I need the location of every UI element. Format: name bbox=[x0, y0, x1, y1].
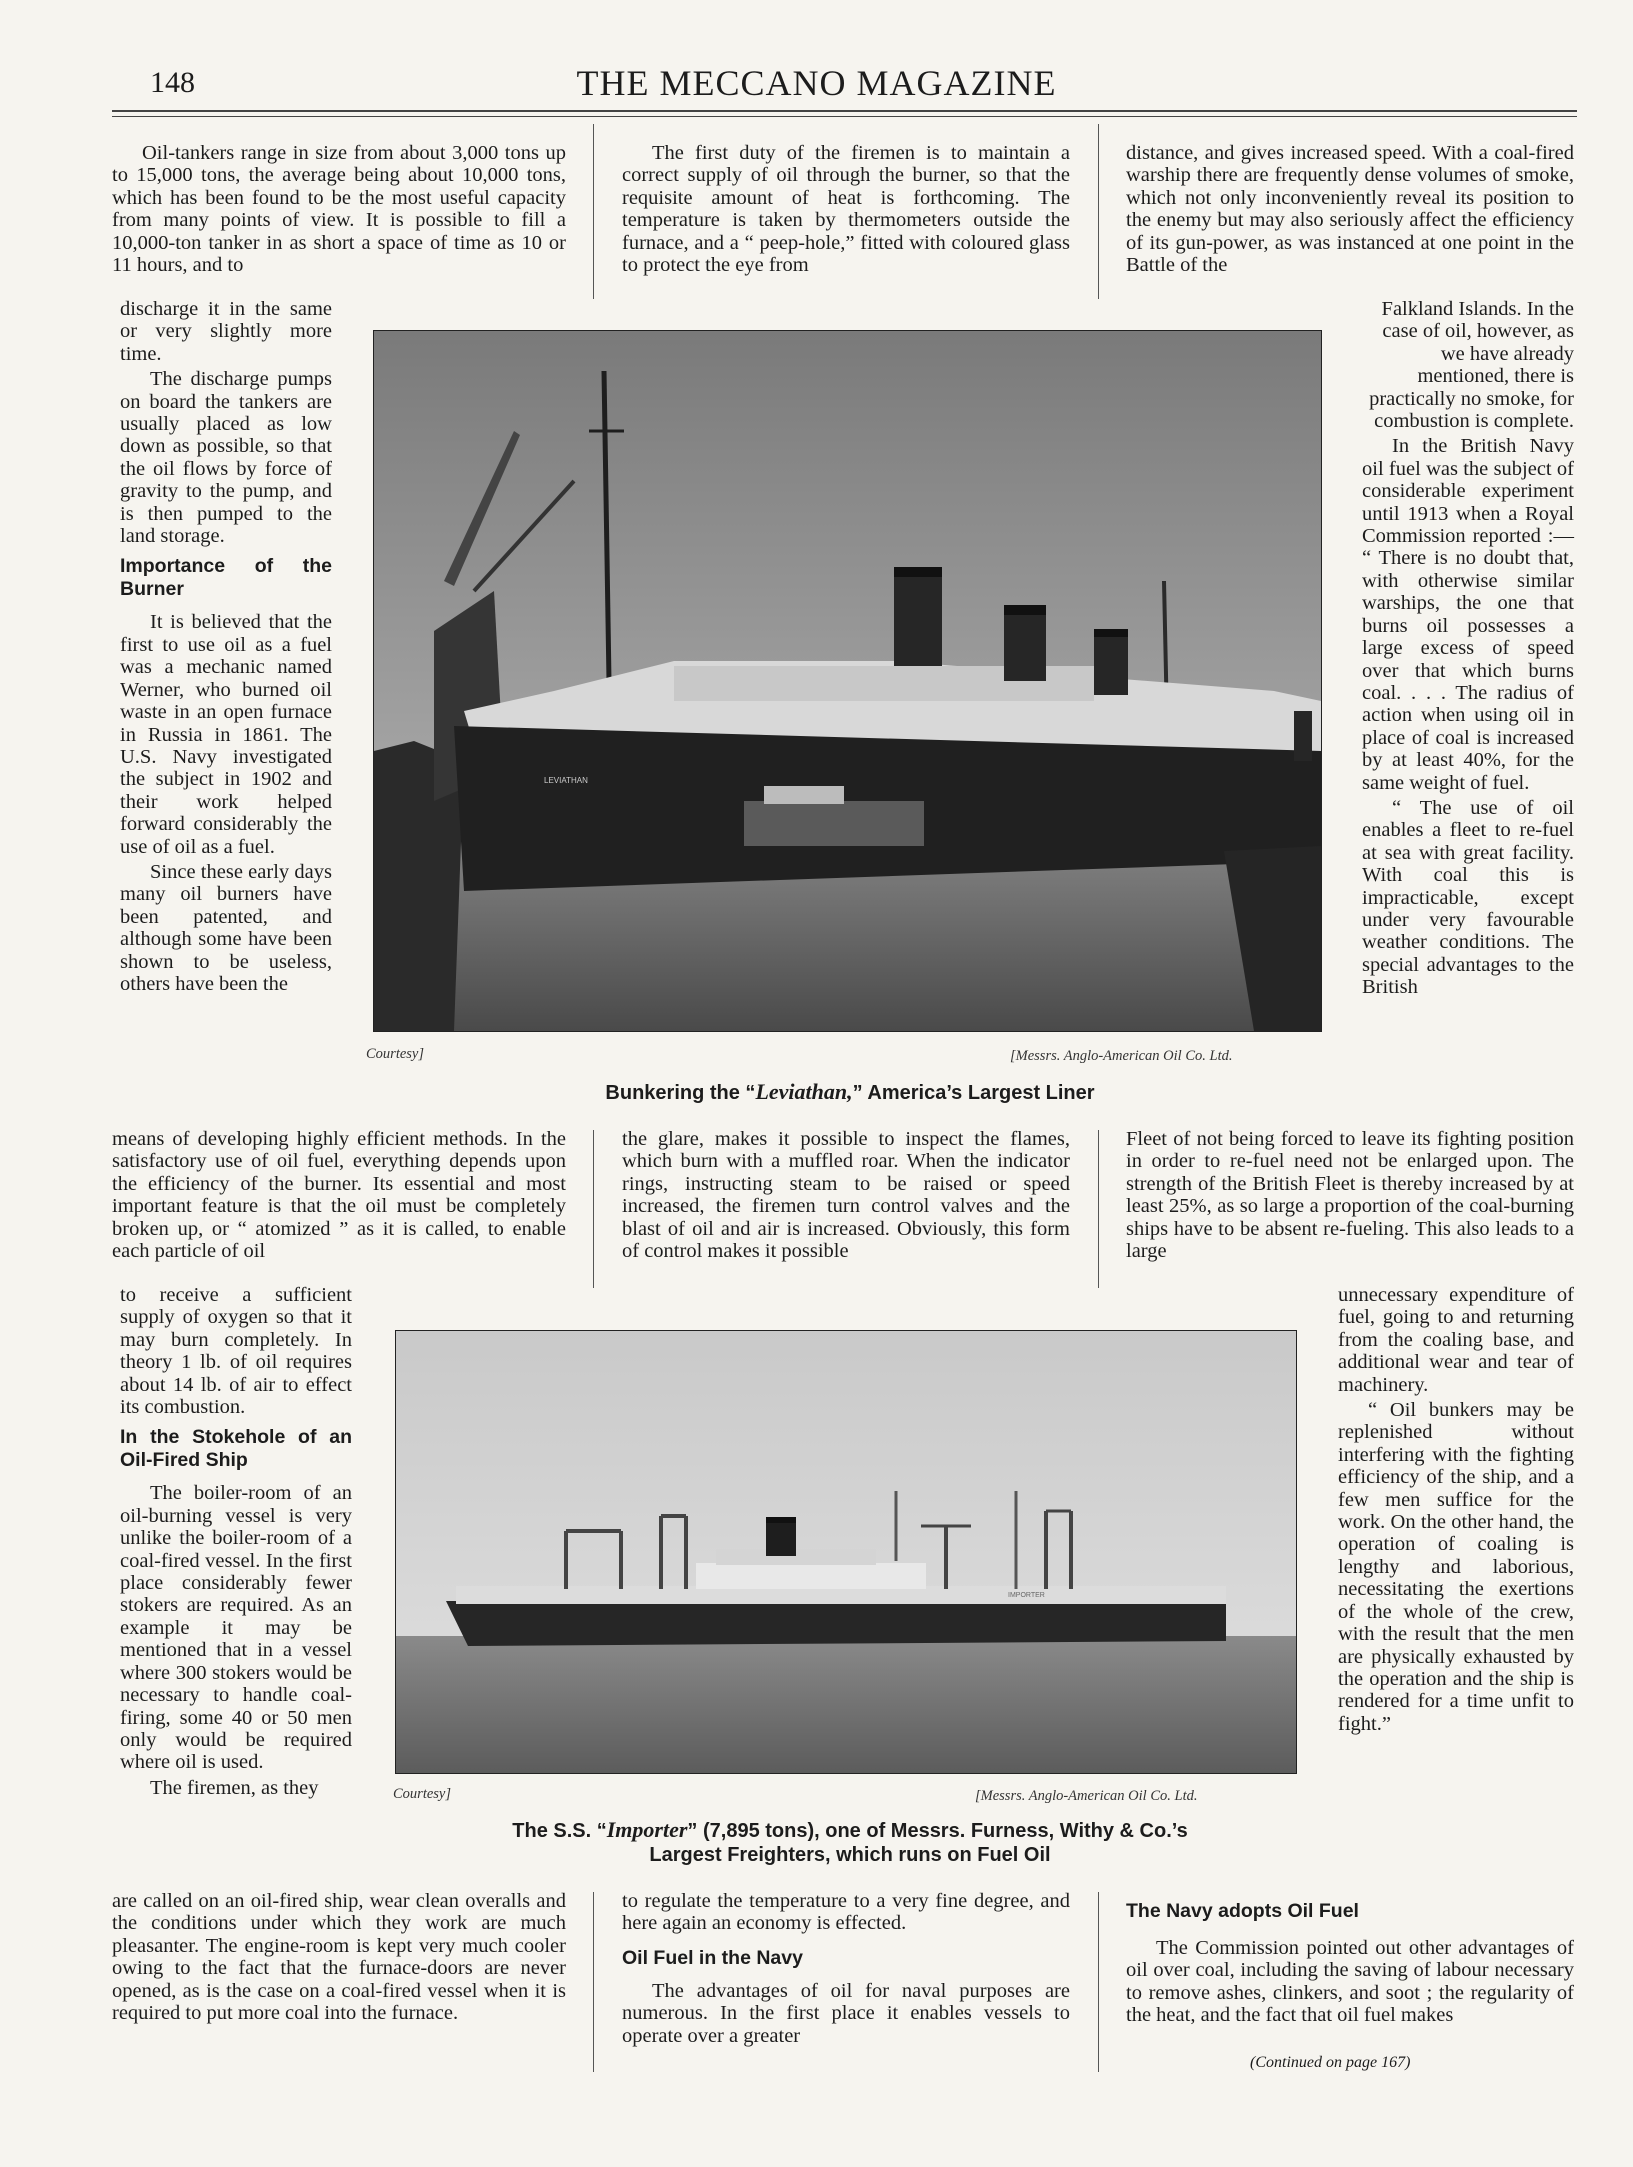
caption-text: ” America’s Largest Liner bbox=[852, 1082, 1095, 1104]
section-heading-oil-fuel-navy: Oil Fuel in the Navy bbox=[622, 1946, 803, 1969]
column-divider bbox=[1098, 124, 1099, 299]
caption-text: ” (7,895 tons), one of Messrs. Furness, Withy & Co.’s bbox=[687, 1820, 1188, 1842]
mid-column-left bbox=[112, 1128, 566, 1265]
paragraph: unnecessary expenditure of fuel, going to and returning from the coaling base, and additional wear and tear of machinery. bbox=[1338, 1284, 1574, 1396]
photo-leviathan bbox=[373, 330, 1322, 1032]
paragraph: to receive a sufficient supply of oxygen so that it may burn completely. In theory 1 lb. of oil requires about 14 lb. of air to effect its combustion. bbox=[120, 1284, 352, 1419]
column-divider bbox=[593, 1130, 594, 1288]
leviathan-ship-illustration bbox=[374, 331, 1321, 1031]
paragraph: “ Oil bunkers may be replenished without interfering with the fighting efficiency of the ship, and a few men suffice for the work. On the other hand, the operation of coaling is lengthy and laborious, necessitating the exertions of the whole of the crew, with the result that the men are physically exhausted by the operation and the ship is rendered for a time unfit to fight.” bbox=[1338, 1399, 1574, 1735]
paragraph: distance, and gives increased speed. With a coal-fired warship there are frequently dense volumes of smoke, which not only inconveniently reveal its position to the enemy but may also seriously affect the efficiency of its gun-power, as was instanced at one point in the Battle of the bbox=[1126, 142, 1574, 277]
column-divider bbox=[593, 1892, 594, 2072]
paragraph: The first duty of the firemen is to maintain a correct supply of oil through the burner, so that the requisite amount of heat is forthcoming. The temperature is taken by thermometers outside the furnace, and a “ peep-hole,” fitted with coloured glass to protect the eye from bbox=[622, 142, 1070, 277]
paragraph: The firemen, as they bbox=[150, 1776, 319, 1799]
ship-hull-name: IMPORTER bbox=[1008, 1592, 1045, 1599]
column-divider bbox=[1098, 1892, 1099, 2072]
section-heading-burner: Importance of the Burner bbox=[120, 555, 332, 601]
photo-importer bbox=[395, 1330, 1297, 1774]
paragraph: The boiler-room of an oil-burning vessel is very unlike the boiler-room of a coal-fired vessel. In the first place considerably fewer stokers are required. As an example it may be mentioned that in a vessel where 300 stokers would be necessary to handle coal-firing, some 40 or 50 men only would be required where oil is used. bbox=[120, 1482, 352, 1774]
top-column-1 bbox=[112, 142, 566, 279]
bottom-column-2 bbox=[622, 1890, 1070, 2050]
paragraph: Since these early days many oil burners have been patented, and although some have been shown to be useless, others have been the bbox=[120, 860, 332, 995]
paragraph: The Commission pointed out other advantages of oil over coal, including the saving of labour necessary to remove ashes, clinkers, and soot ; the regularity of the heat, and the fact that oil fuel makes bbox=[1126, 1937, 1574, 2027]
caption-ship-name: Importer bbox=[606, 1817, 688, 1842]
left-column-lower bbox=[120, 1284, 352, 1802]
top-column-3 bbox=[1126, 142, 1574, 279]
paragraph: Falkland Islands. In the case of oil, however, as we have already mentioned, there is practically no smoke, for combustion is complete. bbox=[1369, 298, 1574, 433]
caption-line-1 bbox=[400, 1818, 1300, 1843]
paragraph: Oil-tankers range in size from about 3,000 tons up to 15,000 tons, the average being about 10,000 tons, which has been found to be the most useful capacity from many points of view. It is possible to fill a 10,000-ton tanker in as short a space of time as 10 or 11 hours, and to bbox=[112, 142, 566, 277]
ship-hull-name: LEVIATHAN bbox=[544, 776, 588, 785]
paragraph: It is believed that the first to use oil as a fuel was a mechanic named Werner, who burned oil waste in an open furnace in Russia in 1861. The U.S. Navy investigated the subject in 1902 and their work helped forward considerably the use of oil as a fuel. bbox=[120, 611, 332, 858]
photo-caption-leviathan bbox=[440, 1080, 1260, 1105]
column-divider bbox=[1098, 1130, 1099, 1288]
paragraph: means of developing highly efficient methods. In the satisfactory use of oil fuel, everything depends upon the efficiency of the burner. Its essential and most important feature is that the oil must be completely broken up, or “ atomized ” as it is called, to enable each particle of oil bbox=[112, 1128, 566, 1263]
mid-column-center bbox=[622, 1128, 1070, 1265]
paragraph: to regulate the temperature to a very fine degree, and here again an economy is effected. bbox=[622, 1890, 1070, 1935]
header-rule bbox=[112, 110, 1577, 117]
bottom-column-3 bbox=[1126, 1900, 1574, 2030]
top-column-2 bbox=[622, 142, 1070, 279]
paragraph: are called on an oil-fired ship, wear clean overalls and the conditions under which they work are much pleasanter. The engine-room is kept very much cooler owing to the fact that the furnace-doors are never opened, as is the case on a coal-fired vessel when it is required to put more coal into the furnace. bbox=[112, 1890, 566, 2025]
paragraph: “ The use of oil enables a fleet to re-fuel at sea with great facility. With coal this is impracticable, except under very favourable weather conditions. The special advantages to the British bbox=[1362, 796, 1574, 999]
photo-courtesy-right: [Messrs. Anglo-American Oil Co. Ltd. bbox=[975, 1788, 1198, 1804]
right-column-lower bbox=[1338, 1284, 1574, 1738]
section-heading-navy-adopts: The Navy adopts Oil Fuel bbox=[1126, 1900, 1359, 1922]
paragraph: The discharge pumps on board the tankers are usually placed as low down as possible, so that the oil flows by force of gravity to the pump, and is then pumped to the land storage. bbox=[120, 368, 332, 548]
caption-ship-name: Leviathan, bbox=[755, 1079, 853, 1104]
mid-column-right bbox=[1126, 1128, 1574, 1265]
right-column bbox=[1362, 298, 1574, 1002]
caption-text: The S.S. “ bbox=[512, 1820, 607, 1842]
paragraph: discharge it in the same or very slightly more time. bbox=[120, 298, 332, 365]
paragraph: Fleet of not being forced to leave its fighting position in order to re-fuel need not be enlarged upon. The strength of the British Fleet is thereby increased by at least 25%, as so large a proportion of the coal-burning ships have to be absent re-fueling. This also leads to a large bbox=[1126, 1128, 1574, 1263]
bottom-column-1 bbox=[112, 1890, 566, 2027]
page-number: 148 bbox=[150, 66, 195, 99]
paragraph: the glare, makes it possible to inspect the flames, which burn with a muffled roar. When the indicator rings, instructing steam to be raised or speed increased, the firemen turn control valves and the blast of oil and air is increased. Obviously, this form of control makes it possible bbox=[622, 1128, 1070, 1263]
continued-note: (Continued on page 167) bbox=[1250, 2054, 1411, 2071]
paragraph: In the British Navy oil fuel was the subject of considerable experiment until 1913 when a Royal Commission reported :— “ There is no doubt that, with otherwise similar warships, the one that burns oil possesses a large excess of speed over that which burns coal. . . . The radius of action when using oil in place of coal is increased by at least 40%, for the same weight of fuel. bbox=[1362, 435, 1574, 794]
photo-caption-importer bbox=[400, 1818, 1300, 1867]
photo-courtesy-right: [Messrs. Anglo-American Oil Co. Ltd. bbox=[1010, 1048, 1233, 1064]
left-column bbox=[120, 298, 332, 998]
magazine-title: THE MECCANO MAGAZINE bbox=[576, 63, 1057, 103]
paragraph: The advantages of oil for naval purposes are numerous. In the first place it enables vessels to operate over a greater bbox=[622, 1979, 1070, 2047]
caption-text: Bunkering the “ bbox=[605, 1082, 756, 1104]
photo-courtesy-left: Courtesy] bbox=[393, 1786, 451, 1802]
section-heading-stokehole: In the Stokehole of an Oil-Fired Ship bbox=[120, 1426, 352, 1472]
importer-ship-illustration bbox=[396, 1331, 1296, 1773]
photo-courtesy-left: Courtesy] bbox=[366, 1046, 424, 1062]
column-divider bbox=[593, 124, 594, 299]
caption-line-2: Largest Freighters, which runs on Fuel Oil bbox=[649, 1844, 1051, 1866]
